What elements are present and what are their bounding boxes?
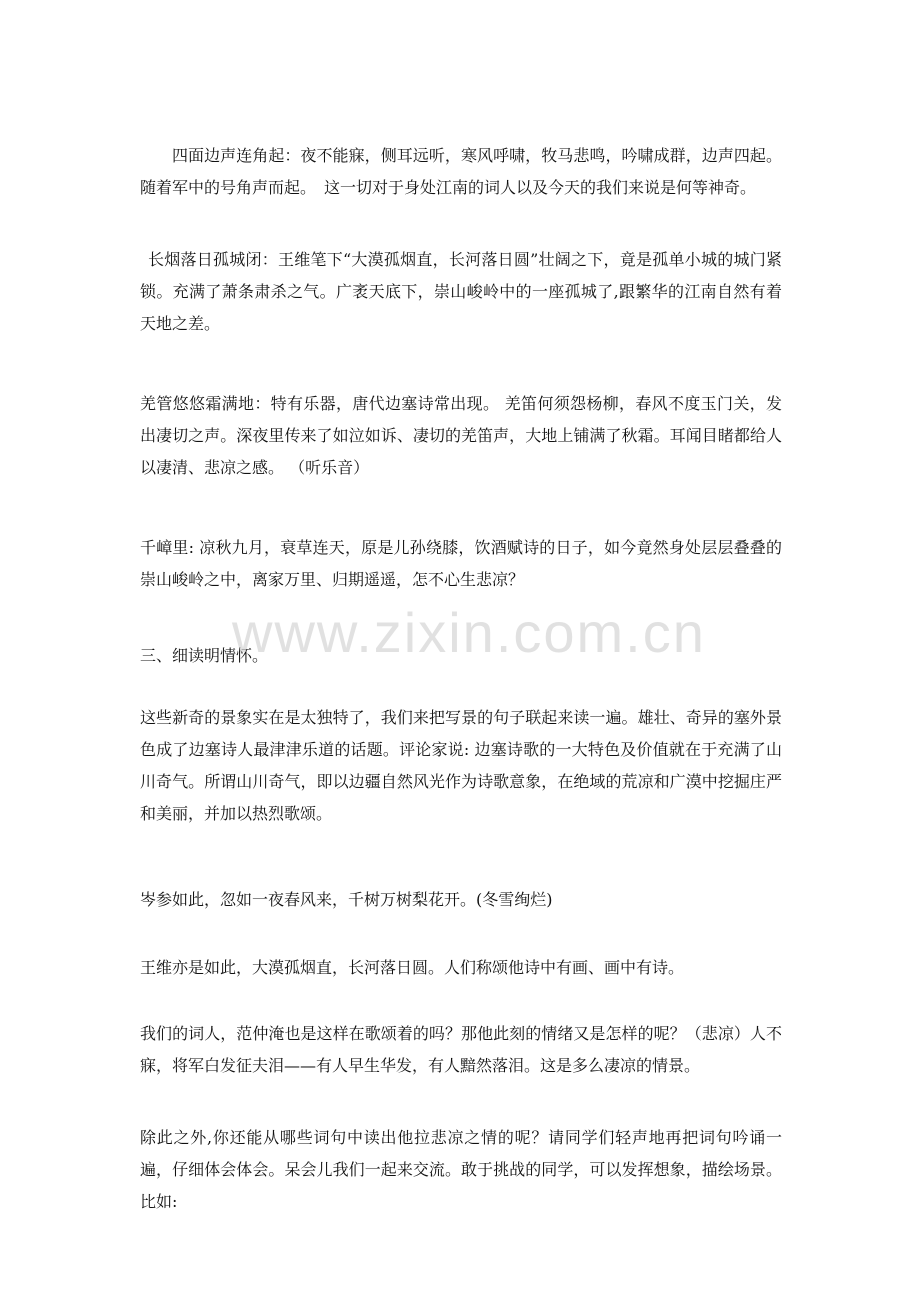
paragraph-5: 这些新奇的景象实在是太独特了，我们来把写景的句子联起来读一遍。雄壮、奇异的塞外景色成了边塞诗人最津津乐道的话题。评论家说: 边塞诗歌的一大特色及价值就在于充满了山川奇气。所谓山川奇气，即以边疆自然风光作为诗歌意象，在绝域的荒凉和广漠中挖掘庄严和美丽，并加以热烈歌颂。 [140,708,782,823]
paragraph-4: 千嶂里: 凉秋九月，衰草连天，原是儿孙绕膝，饮酒赋诗的日子，如今竟然身处层层叠叠的崇山峻岭之中，离家万里、归期遥遥，怎不心生悲凉？ [140,538,782,589]
paragraph-8: 我们的词人，范仲淹也是这样在歌颂着的吗？那他此刻的情绪又是怎样的呢？（悲凉）人不寐，将军白发征夫泪——有人早生华发，有人黯然落泪。这是多么凄凉的情景。 [140,1024,782,1075]
paragraph-6: 岑参如此，忽如一夜春风来，千树万树梨花开。(冬雪绚烂) [140,890,553,909]
paragraph-1: 四面边声连角起：夜不能寐，侧耳远听，寒风呼啸，牧马悲鸣，吟啸成群，边声四起。随着军中的号角声而起。 这一切对于身处江南的词人以及今天的我们来说是何等神奇。 [140,146,782,197]
paragraph-9: 除此之外,你还能从哪些词句中读出他拉悲凉之情的呢？请同学们轻声地再把词句吟诵一遍，仔细体会体会。呆会儿我们一起来交流。敢于挑战的同学，可以发挥想象，描绘场景。比如: [140,1128,782,1211]
watermark: www.zixin.com.cn [232,601,706,664]
paragraph-3: 羌管悠悠霜满地：特有乐器，唐代边塞诗常出现。 羌笛何须怨杨柳，春风不度玉门关，发出凄切之声。深夜里传来了如泣如诉、凄切的羌笛声，大地上铺满了秋霜。耳闻目睹都给人以凄清、悲凉之感。 （听乐音） [140,394,782,477]
paragraph-2: 长烟落日孤城闭：王维笔下“大漠孤烟直，长河落日圆”壮阔之下，竟是孤单小城的城门紧锁。充满了萧条肃杀之气。广袤天底下，崇山峻岭中的一座孤城了,跟繁华的江南自然有着天地之差。 [140,250,782,333]
paragraph-7: 王维亦是如此，大漠孤烟直，长河落日圆。人们称颂他诗中有画、画中有诗。 [140,958,685,977]
section-heading: 三、细读明情怀。 [140,646,269,665]
